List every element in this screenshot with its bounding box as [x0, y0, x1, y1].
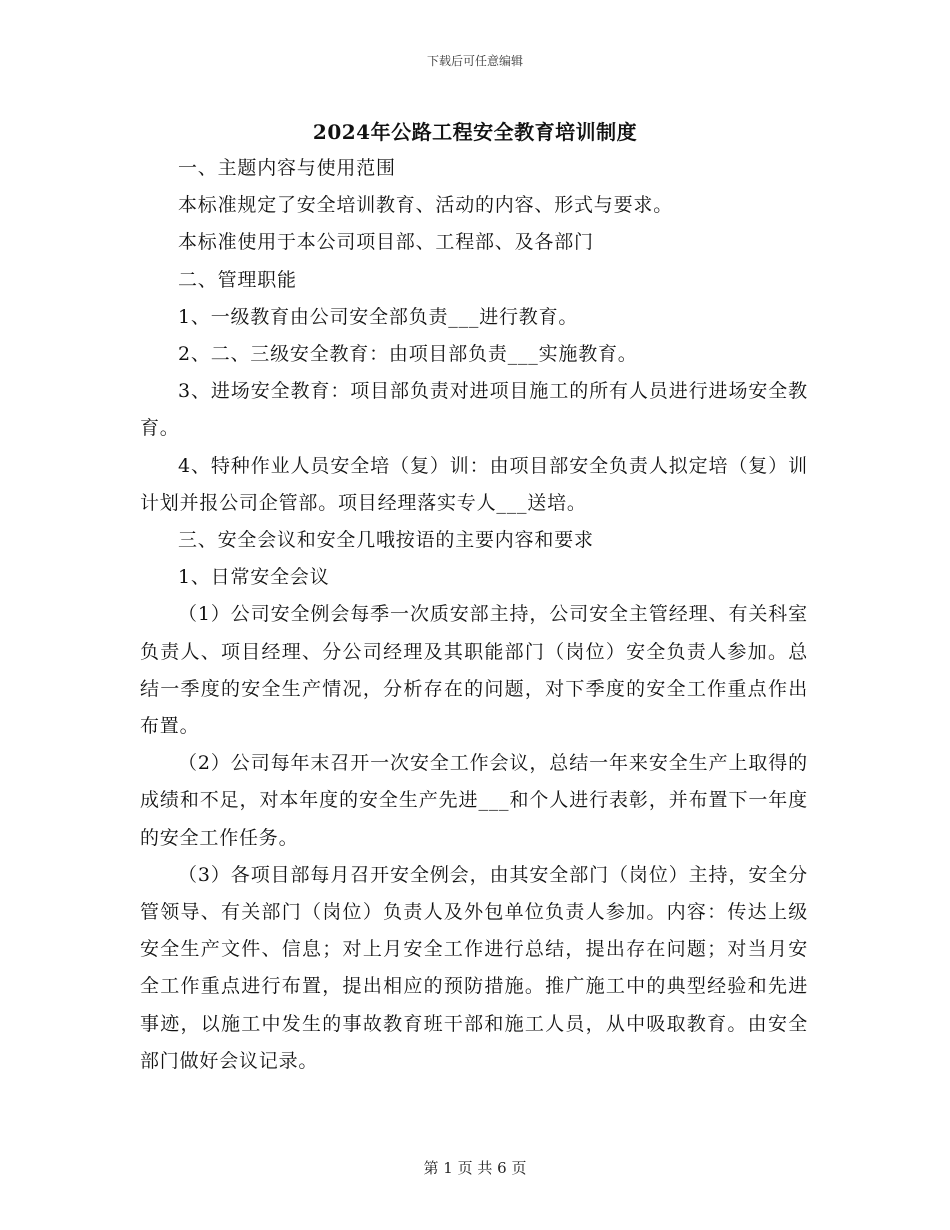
paragraph: 1、一级教育由公司安全部负责___进行教育。 — [178, 305, 579, 328]
document-body — [140, 150, 808, 1080]
paragraph: 2、二、三级安全教育：由项目部负责___实施教育。 — [178, 343, 638, 366]
document-title: 2024年公路工程安全教育培训制度 — [312, 120, 638, 144]
subsection-heading: 1、日常安全会议 — [178, 566, 330, 589]
paragraph: 本标准使用于本公司项目部、工程部、及各部门 — [178, 231, 594, 254]
section-heading: 三、安全会议和安全几哦按语的主要内容和要求 — [178, 529, 594, 552]
paragraph: 4、特种作业人员安全培（复）训：由项目部安全负责人拟定培（复）训计划并报公司企管部。项目经理落实专人___送培。 — [140, 454, 808, 514]
section-heading: 二、管理职能 — [178, 268, 297, 291]
paragraph: （1）公司安全例会每季一次质安部主持，公司安全主管经理、有关科室负责人、项目经理、分公司经理及其职能部门（岗位）安全负责人参加。总结一季度的安全生产情况，分析存在的问题，对下季度的安全工作重点作出布置。 — [140, 603, 808, 738]
paragraph: （3）各项目部每月召开安全例会，由其安全部门（岗位）主持，安全分管领导、有关部门（岗位）负责人及外包单位负责人参加。内容：传达上级安全生产文件、信息；对上月安全工作进行总结，提出存在问题；对当月安全工作重点进行布置，提出相应的预防措施。推广施工中的典型经验和先进事迹，以施工中发生的事故教育班干部和施工人员，从中吸取教育。由安全部门做好会议记录。 — [140, 863, 808, 1072]
page-number-footer: 第 1 页 共 6 页 — [423, 1159, 527, 1177]
page-header-note: 下载后可任意编辑 — [426, 54, 523, 68]
paragraph: （2）公司每年末召开一次安全工作会议，总结一年来安全生产上取得的成绩和不足，对本年度的安全生产先进___和个人进行表彰，并布置下一年度的安全工作任务。 — [140, 752, 808, 849]
paragraph: 3、进场安全教育：项目部负责对进项目施工的所有人员进行进场安全教育。 — [140, 380, 808, 440]
paragraph: 本标准规定了安全培训教育、活动的内容、形式与要求。 — [178, 194, 674, 217]
section-heading: 一、主题内容与使用范围 — [178, 157, 396, 179]
